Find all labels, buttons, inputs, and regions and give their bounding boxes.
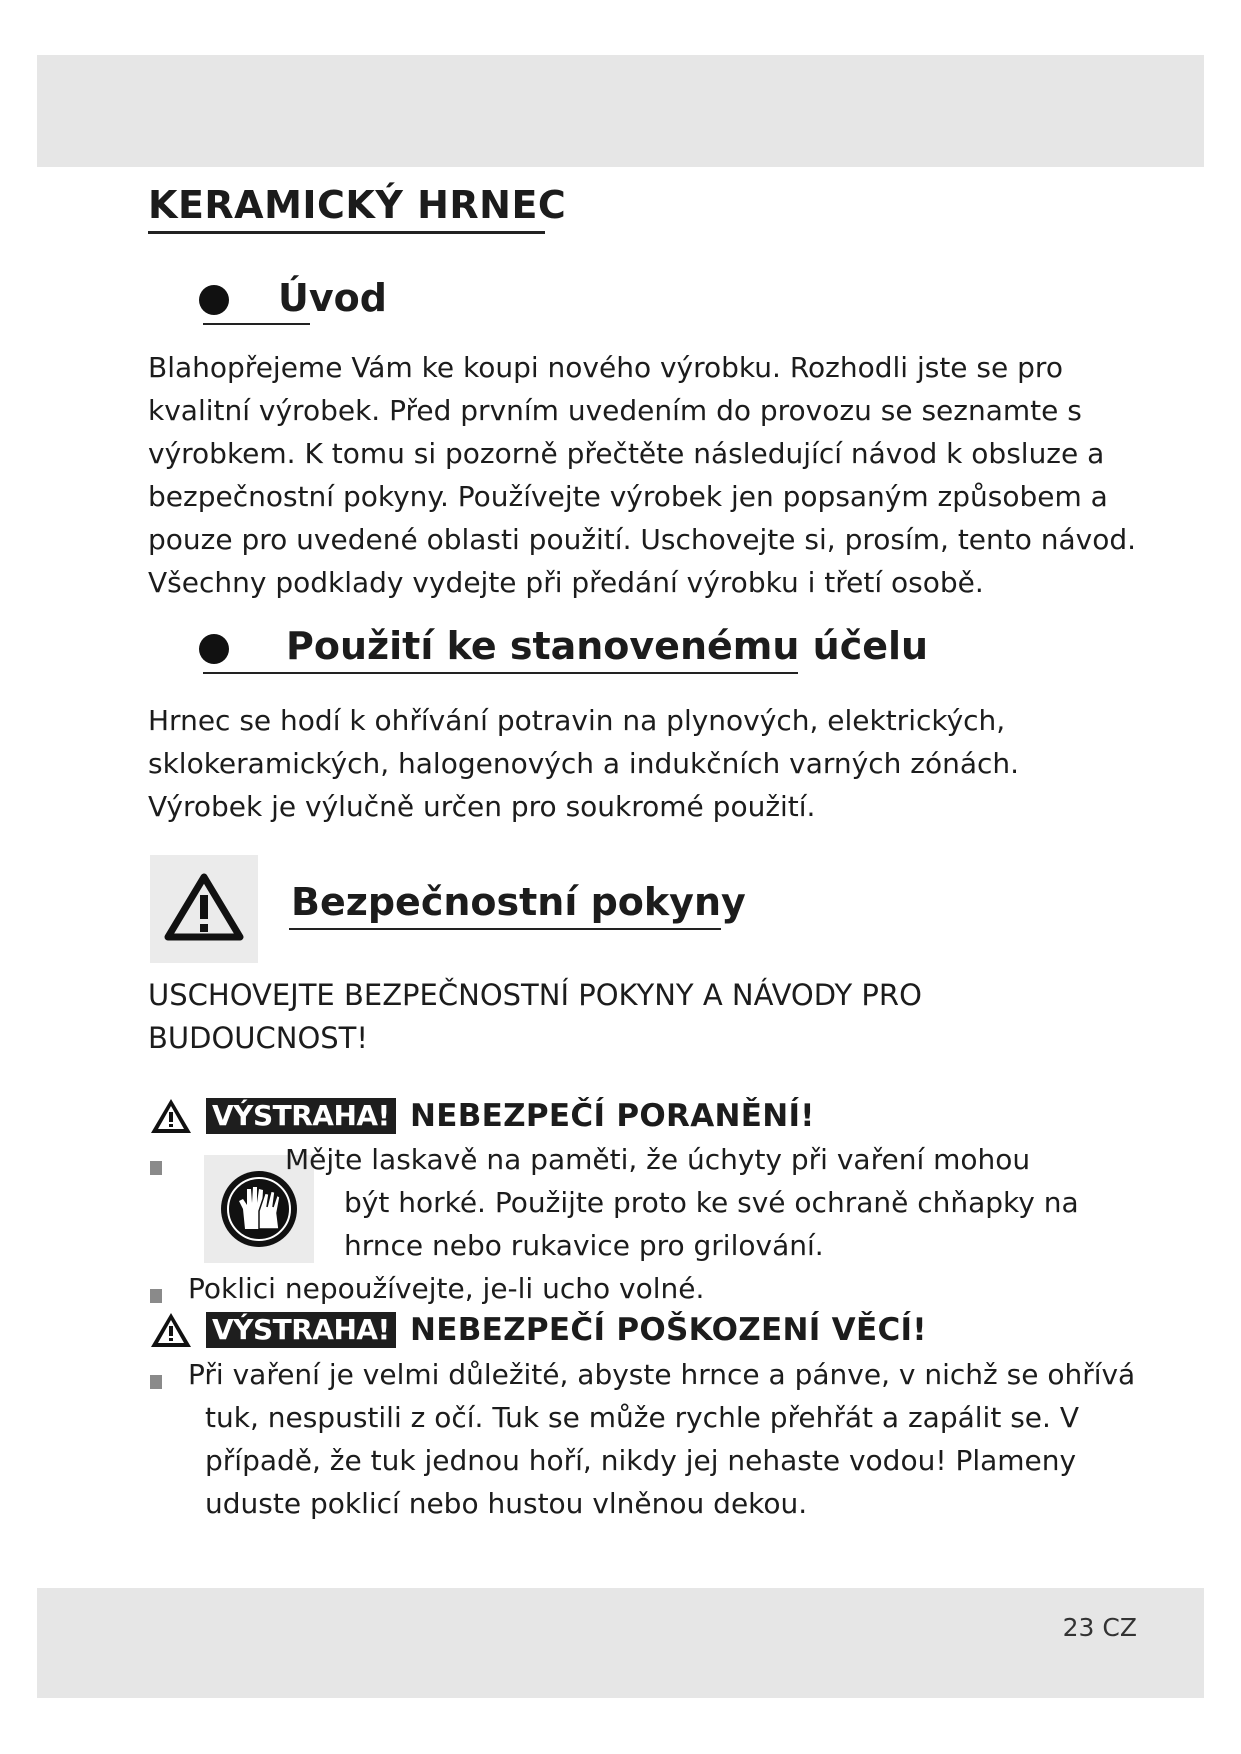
intro-line: Všechny podklady vydejte při předání výrobku i třetí osobě. (148, 566, 984, 599)
usage-paragraph (148, 699, 1019, 828)
warning-row-damage (150, 1310, 1050, 1350)
warning2-line: Při vaření je velmi důležité, abyste hrnce a pánve, v nichž se ohřívá (188, 1358, 1136, 1391)
bullet-square-icon (150, 1161, 162, 1175)
warning1-line: být horké. Použijte proto ke své ochraně chňapky na (344, 1186, 1079, 1219)
usage-underline (203, 672, 798, 674)
section-bullet-icon (199, 634, 229, 664)
title-underline (148, 231, 545, 234)
safety-caps-notice (148, 974, 922, 1060)
warning2-line: uduste poklicí nebo hustou vlněnou dekou. (205, 1487, 808, 1520)
warning2-line: tuk, nespustili z očí. Tuk se může rychle přehřát a zapálit se. V (205, 1401, 1079, 1434)
intro-line: Blahopřejeme Vám ke koupi nového výrobku. Rozhodli jste se pro (148, 351, 1063, 384)
warning-text: NEBEZPEČÍ POŠKOZENÍ VĚCÍ! (410, 1312, 927, 1348)
intro-line: pouze pro uvedené oblasti použití. Uschovejte si, prosím, tento návod. (148, 523, 1137, 556)
header-band (37, 55, 1204, 167)
gloves-icon (219, 1169, 299, 1249)
warning-badge: VÝSTRAHA! (206, 1312, 396, 1348)
warning-triangle-icon (150, 1312, 192, 1348)
safety-heading: Bezpečnostní pokyny (291, 880, 746, 924)
section-bullet-icon (199, 285, 229, 315)
warning1-line: Mějte laskavě na paměti, že úchyty při vaření mohou (285, 1143, 1031, 1176)
warning-badge: VÝSTRAHA! (206, 1098, 396, 1134)
warning-text: NEBEZPEČÍ PORANĚNÍ! (410, 1098, 815, 1134)
safety-underline (289, 928, 721, 930)
intro-line: kvalitní výrobek. Před prvním uvedením do provozu se seznamte s (148, 394, 1082, 427)
warning-triangle-icon (162, 871, 246, 943)
usage-line: Výrobek je výlučně určen pro soukromé použití. (148, 790, 816, 823)
page-title: KERAMICKÝ HRNEC (148, 183, 567, 227)
caps-line: USCHOVEJTE BEZPEČNOSTNÍ POKYNY A NÁVODY PRO (148, 978, 922, 1012)
intro-paragraph (148, 346, 1136, 604)
page-number: 23 CZ (1062, 1613, 1137, 1642)
bullet-square-icon (150, 1375, 162, 1389)
warning1-line: hrnce nebo rukavice pro grilování. (344, 1229, 824, 1262)
caps-line: BUDOUCNOST! (148, 1021, 369, 1055)
intro-line: výrobkem. K tomu si pozorně přečtěte následující návod k obsluze a (148, 437, 1105, 470)
safety-warning-box (150, 855, 258, 963)
footer-band (37, 1588, 1204, 1698)
warning-triangle-icon (150, 1098, 192, 1134)
intro-underline (203, 323, 310, 325)
usage-line: Hrnec se hodí k ohřívání potravin na plynových, elektrických, (148, 704, 1006, 737)
bullet-square-icon (150, 1289, 162, 1303)
usage-heading: Použití ke stanovenému účelu (286, 624, 929, 668)
warning1-bullet2: Poklici nepoužívejte, je-li ucho volné. (188, 1272, 705, 1305)
warning2-line: případě, že tuk jednou hoří, nikdy jej nehaste vodou! Plameny (205, 1444, 1077, 1477)
intro-heading: Úvod (278, 276, 387, 320)
usage-line: sklokeramických, halogenových a indukčních varných zónách. (148, 747, 1020, 780)
warning-row-injury (150, 1096, 1050, 1136)
intro-line: bezpečnostní pokyny. Používejte výrobek jen popsaným způsobem a (148, 480, 1108, 513)
